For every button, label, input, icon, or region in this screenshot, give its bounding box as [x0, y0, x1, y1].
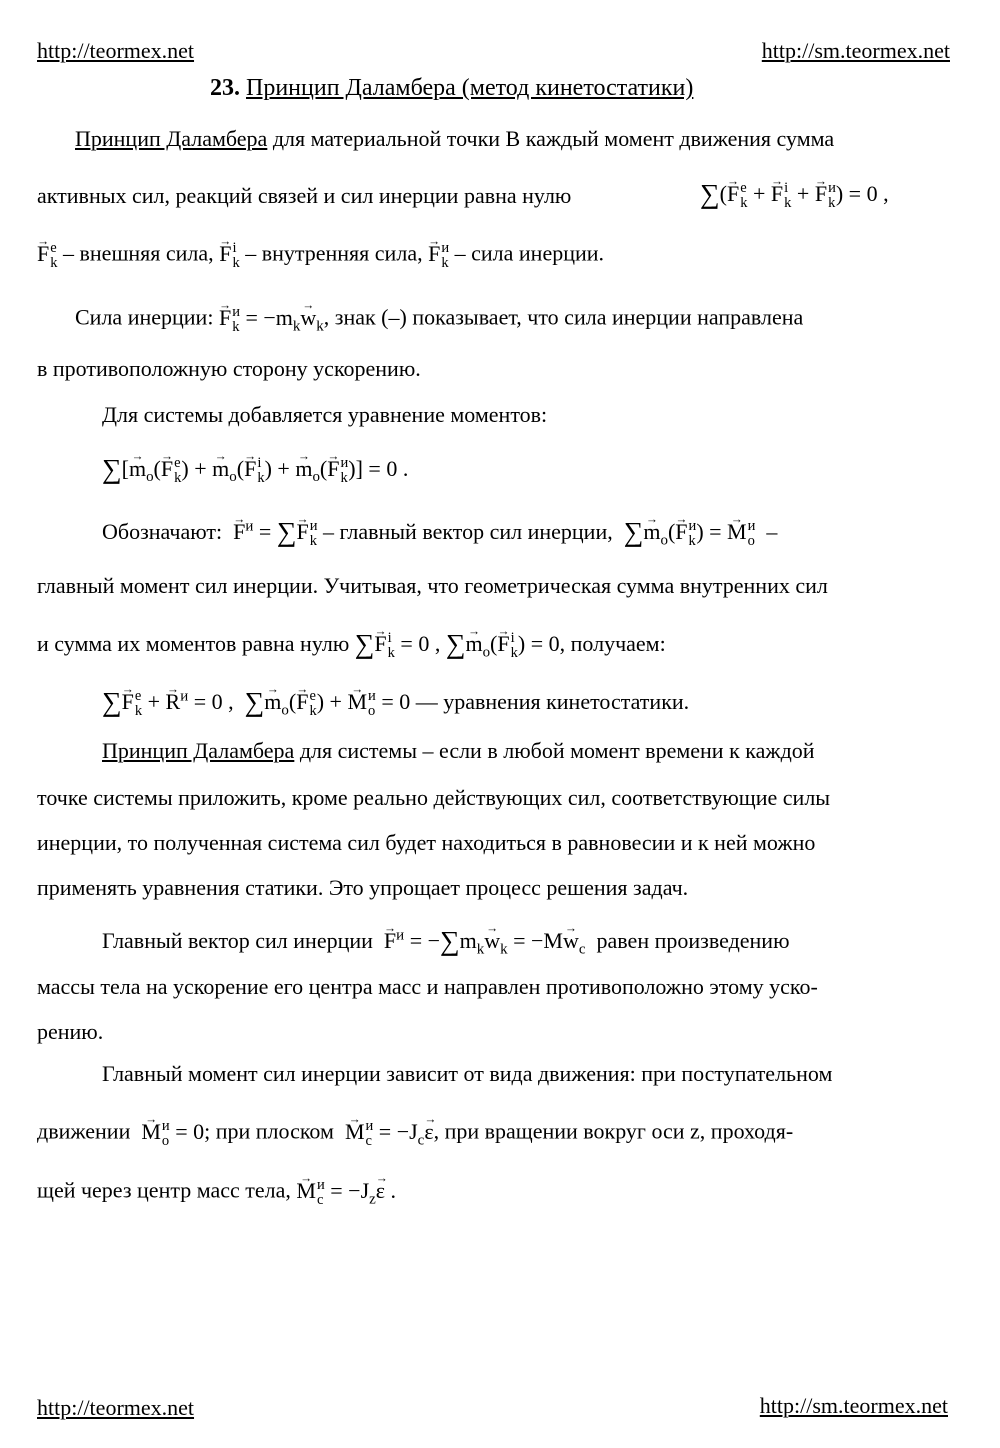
p8-line2-c: , при вращении вокруг оси z, проходя- — [433, 1118, 794, 1144]
p5-line1: ∑→ F e k + → $R^и = 0$ , ∑→ $m_o(\to F$ e k ) + → M и o = 0 — уравнения кинетостатики. — [102, 688, 689, 718]
p8-line3: щей через центр масс тела, → M и c = $-J_z\to \varepsilon$ . — [37, 1178, 396, 1207]
p6-line1-text: для системы – если в любой момент времени к каждой — [299, 738, 815, 763]
p4-line3-a: и сумма их моментов равна нулю — [37, 630, 350, 656]
p8-line1: Главный момент сил инерции зависит от вида движения: при поступательном — [102, 1061, 833, 1086]
p2-lead: Сила инерции: — [75, 304, 214, 330]
formula-point-equilibrium: ∑(→ F e k + → F i k + → F и k ) = 0 , — [700, 180, 889, 210]
p4-line3: и сумма их моментов равна нулю ∑→ F i k = 0 , ∑→ $m_o(\to F$ i k ) = 0, получаем: — [37, 630, 666, 660]
header-link-teormex[interactable]: http://teormex.net — [37, 38, 195, 63]
p2-line1-rest: , знак (–) показывает, что сила инерции направлена — [323, 304, 804, 330]
p3-line1: Для системы добавляется уравнение моментов: — [102, 402, 548, 427]
p6-line2: точке системы приложить, кроме реально действующих сил, соответствующие силы — [37, 785, 831, 810]
p7-line3: рению. — [37, 1019, 104, 1044]
p1-line1 — [75, 128, 975, 150]
footer-link-teormex[interactable]: http://teormex.net — [37, 1395, 195, 1420]
p7-lead: Главный вектор сил инерции — [102, 927, 373, 953]
title-number: 23. — [210, 75, 240, 101]
p4-mid: – главный вектор сил инерции, — [322, 518, 613, 544]
p5-rest: — уравнения кинетостатики. — [415, 688, 690, 714]
p1-line3-b: – внутренняя сила, — [245, 240, 423, 266]
p4-line2: главный момент сил инерции. Учитывая, что геометрическая сумма внутренних сил — [37, 573, 828, 598]
p6-line3: инерции, то полученная система сил будет находиться в равновесии и к ней можно — [37, 830, 816, 855]
formula-moments: ∑[→ $m_o(\to F$ e k ) + → $m_o(\to F$ i k ) + → $m_o(\to F$ и k )] = 0 . — [102, 455, 408, 485]
title-text: Принцип Даламбера (метод кинетостатики) — [246, 75, 694, 101]
p4-lead: Обозначают: — [102, 518, 223, 544]
p6-term: Принцип Даламбера — [102, 738, 295, 763]
p7-line2: массы тела на ускорение его центра масс и направлен противоположно этому уско- — [37, 974, 818, 999]
p4-line1: Обозначают: → $F^и$ = ∑→ F и k – главный вектор сил инерции, ∑→ $m_o(\to F$ и k ) = → M и o – — [102, 518, 777, 548]
p4-line3-b: , получаем: — [559, 630, 666, 656]
p8-line2-b: ; при плоском — [204, 1118, 334, 1144]
p2-line1: Сила инерции: → F и k = $-m_k\to w_k$, знак (–) показывает, что сила инерции направлена — [75, 305, 803, 334]
footer-link-sm-teormex[interactable]: http://sm.teormex.net — [759, 1393, 948, 1418]
page-title — [210, 76, 693, 100]
p1-line3-a: – внешняя сила, — [63, 240, 214, 266]
p8-line2: движении → M и o = 0; при плоском → M и c = $-J_c\to \varepsilon$, при вращении вокруг оси z, проходя- — [37, 1119, 793, 1148]
p1-term: Принцип Даламбера — [75, 126, 268, 151]
header-link-sm-teormex[interactable]: http://sm.teormex.net — [761, 38, 950, 63]
p2-line2: в противоположную сторону ускорению. — [37, 356, 421, 381]
p8-line2-a: движении — [37, 1118, 131, 1144]
p1-line3: → F e k – внешняя сила, → F i k – внутренняя сила, → F и k – сила инерции. — [37, 241, 604, 270]
p7-line1-rest: равен произведению — [596, 927, 790, 953]
p1-line1-text: для материальной точки В каждый момент движения сумма — [272, 126, 835, 151]
p1-line3-c: – сила инерции. — [454, 240, 605, 266]
p7-line1: Главный вектор сил инерции → $F^и = -\sum m_k\to w_k = -M\to w_c$ равен произведению — [102, 927, 790, 957]
p6-line4: применять уравнения статики. Это упрощает процесс решения задач. — [37, 875, 689, 900]
p6-line1 — [102, 740, 815, 762]
p8-line3-a: щей через центр масс тела, — [37, 1177, 291, 1203]
p1-line2: активных сил, реакций связей и сил инерции равна нулю — [37, 183, 572, 208]
